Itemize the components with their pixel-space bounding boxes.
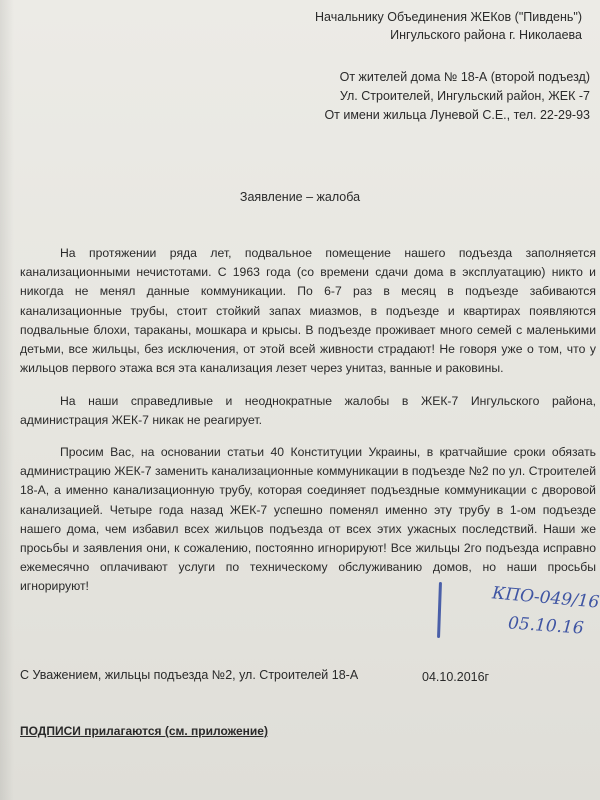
addressee-line-2: Ингульского района г. Николаева	[390, 28, 582, 42]
sender-line-2: Ул. Строителей, Ингульский район, ЖЕК -7	[339, 89, 590, 103]
paragraph-3	[20, 443, 596, 597]
document-date: 04.10.2016г	[422, 670, 490, 684]
stamp-number: КПО-049/16	[491, 583, 600, 613]
signatures-text: прилагаются (см. приложение)	[80, 724, 268, 738]
paragraph-2-text: На наши справедливые и неоднократные жалобы в ЖЕК-7 Ингульского района, администрация ЖЕК-7 никак не реагирует.	[20, 394, 596, 428]
registration-stamp	[434, 578, 600, 648]
signatures-note	[20, 724, 268, 738]
sender-block	[324, 68, 590, 125]
paragraph-1	[20, 244, 596, 378]
sender-line-3: От имени жильца Луневой С.Е., тел. 22-29-93	[324, 108, 590, 122]
stamp-date: 05.10.16	[507, 613, 585, 639]
addressee-block	[315, 8, 582, 44]
sender-line-1: От жителей дома № 18-А (второй подъезд)	[339, 70, 590, 84]
paragraph-3-text: Просим Вас, на основании статьи 40 Конституции Украины, в кратчайшие сроки обязать администрацию ЖЕК-7 заменить канализационные коммуникации в подъезде №2 по ул. Строителей 18-А, а именно канализационную трубу, которая соединяет подъездные коммуникации с дворовой канализацией. Четыре года назад ЖЕК-7 успешно поменял именно эту трубу в 1-ом подъезде нашего дома, чем избавил всех жильцов подъезда от всех этих ужасных последствий. Наши же просьбы и заявления они, к сожалению, постоянно игнорируют! Все жильцы 2го подъезда исправно ежемесячно оплачивают услуги по техническому обслуживанию домов, но наши просьбы игнорируют!	[20, 445, 596, 594]
page-shadow	[0, 0, 14, 800]
paragraph-2	[20, 392, 596, 430]
addressee-line-1: Начальнику Объединения ЖЕКов ("Пивдень")	[315, 10, 582, 24]
closing-line: С Уважением, жильцы подъезда №2, ул. Строителей 18-А	[20, 668, 359, 682]
signatures-label: ПОДПИСИ	[20, 724, 81, 738]
document-title: Заявление – жалоба	[239, 190, 361, 204]
stamp-mark	[437, 582, 442, 638]
paragraph-1-text: На протяжении ряда лет, подвальное помещение нашего подъезда заполняется канализационными нечистотами. С 1963 года (со времени сдачи дома в эксплуатацию) никто и никогда не менял данные коммуникации. По 6-7 раз в месяц в подъезде забиваются канализационные трубы, стоит стойкий запах миазмов, в подъезде и квартирах появляются подвальные блохи, тараканы, мошкара и крысы. В подъезде проживает много семей с маленькими детьми, все жильцы, без исключения, от этой всей живности страдают! Не говоря уже о том, что у жильцов первого этажа вся эта канализация лезет через унитаз, ванные и раковины.	[20, 246, 596, 376]
